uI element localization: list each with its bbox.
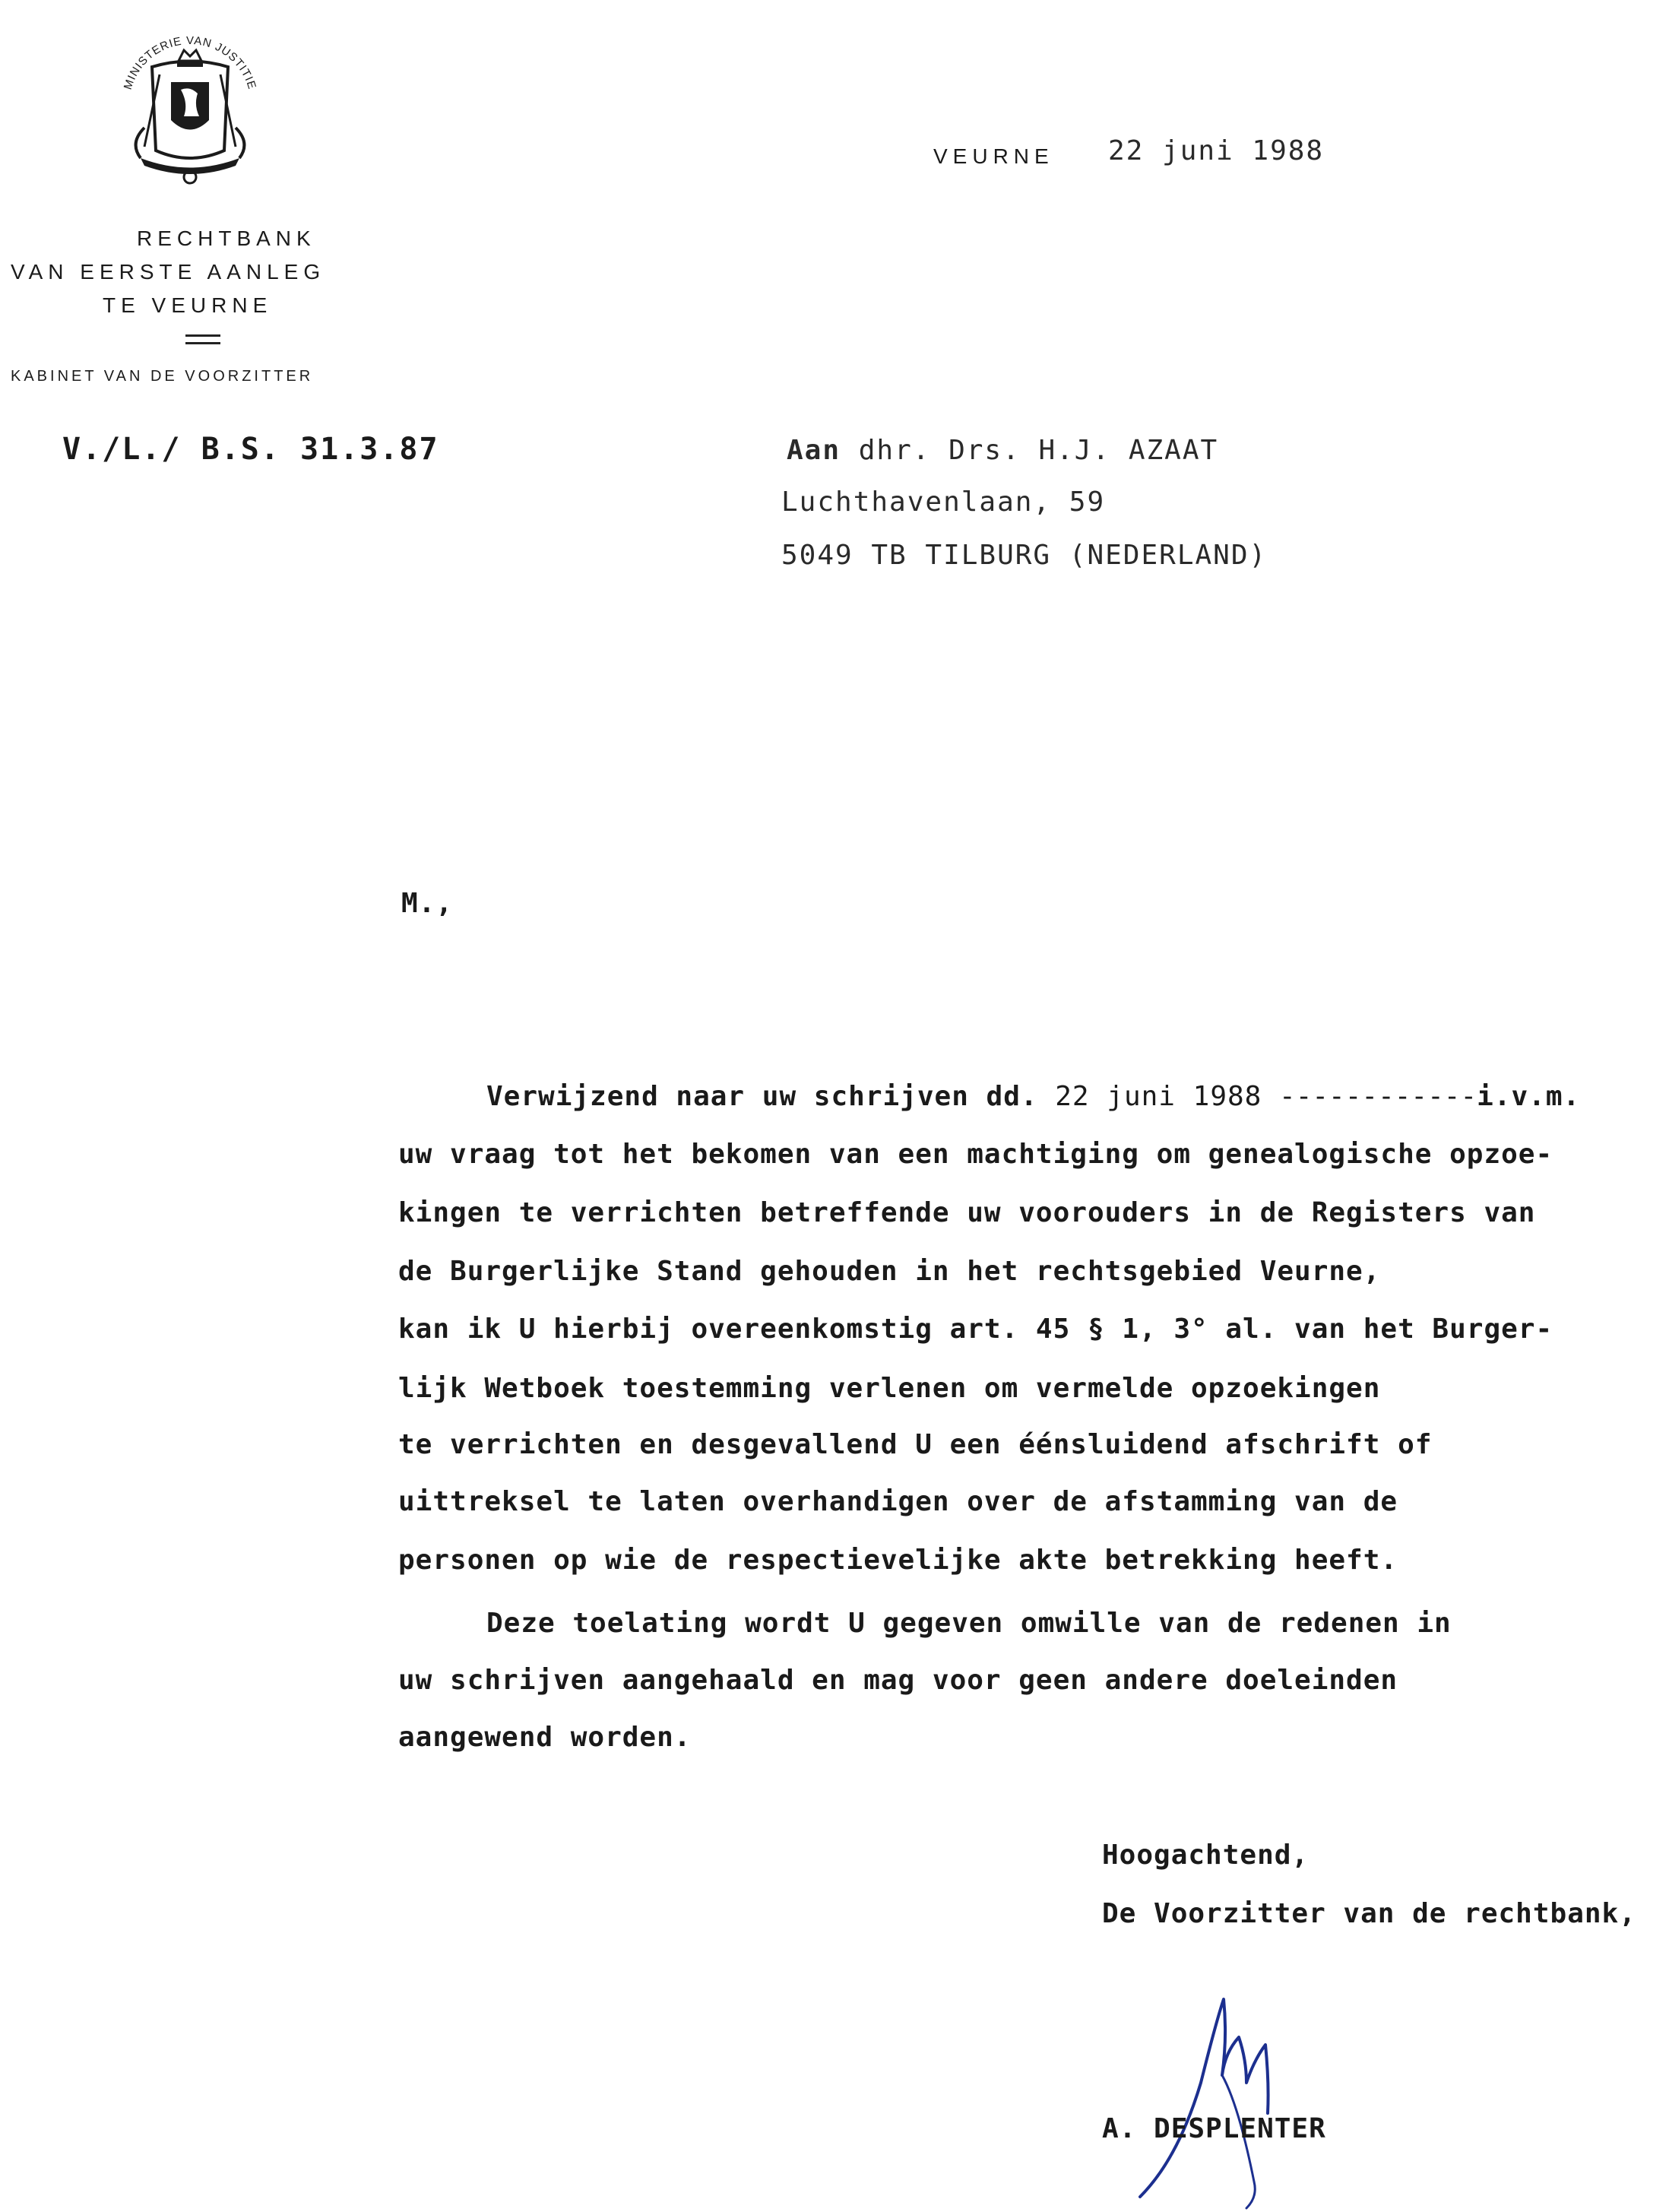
signatory-name: A. DESPLENTER <box>1102 2113 1326 2144</box>
recipient-prefix: Aan <box>787 435 841 466</box>
salutation: M., <box>401 888 454 919</box>
reference-number: V./L./ B.S. 31.3.87 <box>62 432 439 467</box>
paragraph1-line: personen op wie de respectievelijke akte betrekking heeft. <box>398 1545 1398 1576</box>
ministry-name: MINISTERIE VAN JUSTITIE <box>121 34 259 92</box>
handwritten-signature <box>1132 1992 1330 2212</box>
paragraph1-line: lijk Wetboek toestemming verlenen om vermelde opzoekingen <box>398 1373 1381 1404</box>
paragraph1-line: uittreksel te laten overhandigen over de afstamming van de <box>398 1486 1398 1517</box>
paragraph1-line: kan ik U hierbij overeenkomstig art. 45 § 1, 3° al. van het Burger- <box>398 1314 1553 1345</box>
closing-greeting: Hoogachtend, <box>1102 1840 1310 1871</box>
court-name-line3: TE VEURNE <box>103 293 273 317</box>
court-name-line2: VAN EERSTE AANLEG <box>11 260 326 284</box>
paragraph2-line: aangewend worden. <box>398 1722 692 1753</box>
paragraph1-line: kingen te verrichten betreffende uw voorouders in de Registers van <box>398 1197 1536 1228</box>
paragraph1-line: de Burgerlijke Stand gehouden in het rechtsgebied Veurne, <box>398 1256 1381 1287</box>
divider-top <box>185 334 220 337</box>
closing-title: De Voorzitter van de rechtbank, <box>1102 1898 1636 1929</box>
header-date: 22 juni 1988 <box>1108 135 1325 166</box>
court-name-line1: RECHTBANK <box>137 227 316 250</box>
paragraph1-line: uw vraag tot het bekomen van een machtiging om genealogische opzoe- <box>398 1139 1553 1170</box>
header-city: VEURNE <box>933 144 1054 168</box>
paragraph1-line1 <box>486 1081 1580 1112</box>
recipient-street: Luchthavenlaan, 59 <box>781 486 1106 518</box>
p1-date: 22 juni 1988 <box>1055 1081 1262 1112</box>
paragraph1-line: te verrichten en desgevallend U een éénsluidend afschrift of <box>398 1429 1433 1460</box>
p1-dashes: ------------ <box>1279 1081 1477 1112</box>
office-name: KABINET VAN DE VOORZITTER <box>11 368 314 385</box>
divider-bottom <box>185 342 220 344</box>
recipient-name: dhr. Drs. H.J. AZAAT <box>858 435 1219 466</box>
p1-start: Verwijzend naar uw schrijven dd. <box>486 1081 1038 1112</box>
recipient-name-line <box>787 435 1218 466</box>
recipient-city: 5049 TB TILBURG (NEDERLAND) <box>781 540 1268 571</box>
paragraph2-line: uw schrijven aangehaald en mag voor geen andere doeleinden <box>398 1665 1398 1696</box>
paragraph2-line: Deze toelating wordt U gegeven omwille van de redenen in <box>486 1608 1452 1639</box>
p1-end: i.v.m. <box>1477 1081 1581 1112</box>
coat-of-arms-logo <box>99 14 281 196</box>
